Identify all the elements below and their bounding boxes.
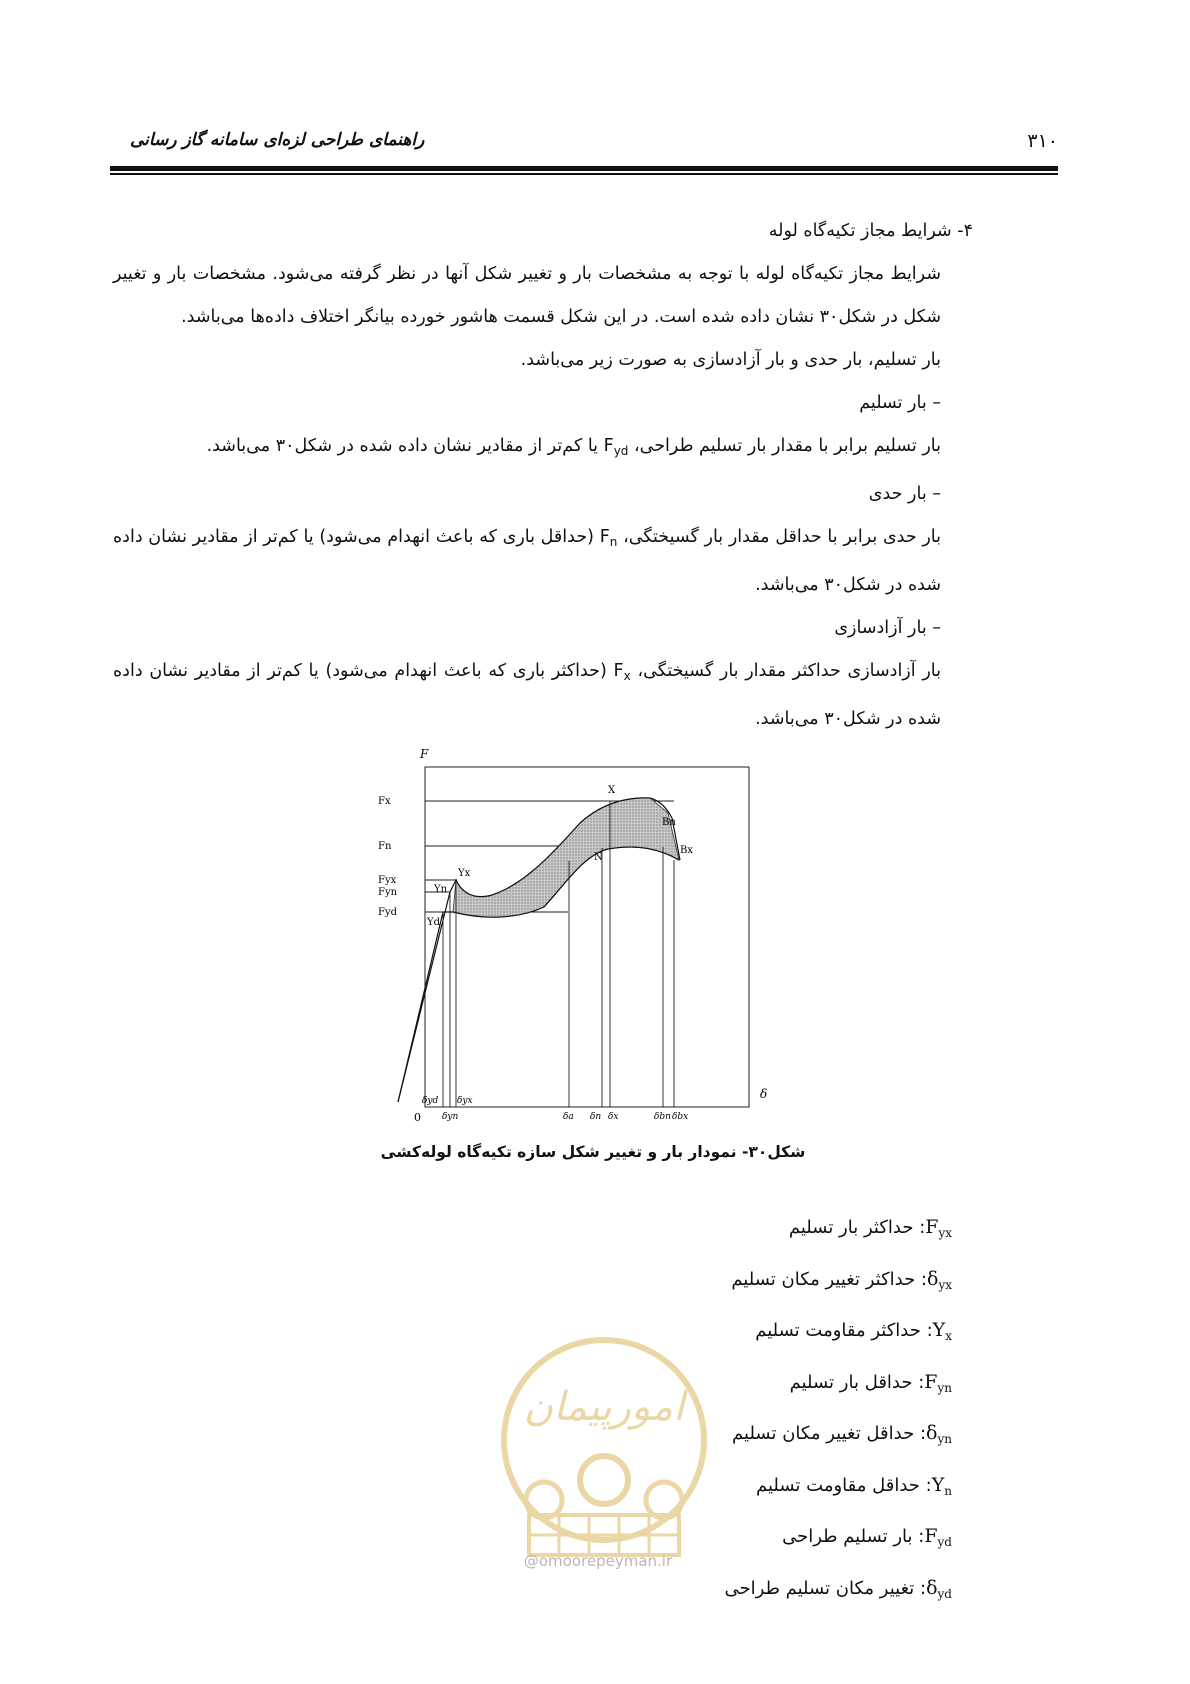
label-delta-x: δx (608, 1112, 619, 1122)
label-delta-yx: δyx (457, 1096, 473, 1106)
symbol-fx: $F_x$ (613, 661, 631, 683)
x-axis-label: δ (760, 1087, 768, 1101)
y-axis-label: F (420, 747, 429, 761)
label-delta-a: δa (563, 1112, 574, 1122)
limit-load-title: – بار حدی (868, 484, 941, 504)
legend-row: $F_{yx}$: حداکثر بار تسلیم (788, 1216, 952, 1240)
label-fyn: Fyn (378, 887, 398, 898)
label-delta-n: δn (590, 1112, 602, 1122)
body-text (113, 210, 973, 741)
label-point-n: N (594, 852, 603, 863)
intro-paragraph: شرایط مجاز تکیه‌گاه لوله با توجه به مشخصات بار و تغییر شکل آنها در نظر گرفته می‌شود. مشخصات بار و تغییر شکل در شکل۳۰ نشان داده شده است. در این شکل قسمت هاشور خورده بیانگر اختلاف داده‌ها می‌باشد. (113, 264, 941, 327)
hatched-difference-region (453, 798, 679, 917)
figure-caption: شکل۳۰- نمودار بار و تغییر شکل سازه تکیه‌گاه لوله‌کشی (380, 1143, 806, 1161)
legend-row: $Y_x$: حداکثر مقاومت تسلیم (755, 1319, 952, 1343)
watermark-logo-text: امورپیمان (523, 1384, 685, 1430)
label-delta-yd: δyd (422, 1096, 439, 1106)
label-fyx: Fyx (378, 875, 397, 886)
symbol-fn: $F_n$ (599, 527, 618, 549)
label-point-yx: Yx (458, 868, 471, 879)
y-axis-labels (378, 796, 398, 918)
legend-row: $Y_n$: حداقل مقاومت تسلیم (755, 1473, 952, 1498)
intro-paragraph-2: بار تسلیم، بار حدی و بار آزادسازی به صورت زیر می‌باشد. (520, 350, 941, 370)
release-load-title: – بار آزادسازی (834, 618, 941, 638)
legend-row: $\delta_{yx}$: حداکثر تغییر مکان تسلیم (731, 1267, 952, 1292)
label-fx: Fx (378, 796, 391, 807)
watermark-url: @omoorepeyman.ir (523, 1552, 673, 1570)
load-deformation-figure (378, 743, 778, 1133)
label-delta-yn: δyn (442, 1112, 459, 1122)
label-point-bx: Bx (680, 845, 693, 856)
header-rule-thin (110, 173, 1058, 175)
legend-row: $F_{yd}$: بار تسلیم طراحی (782, 1525, 952, 1549)
label-delta-bn: δbn (654, 1112, 671, 1122)
origin-label: 0 (414, 1111, 421, 1124)
yield-load-title: – بار تسلیم (859, 393, 941, 413)
label-fyd: Fyd (378, 907, 397, 918)
x-axis-labels (422, 1096, 688, 1122)
release-load-text: بار آزادسازی حداکثر مقدار بار گسیختگی، $F_x$ (حداکثر باری که باعث انهدام می‌شود) یا کم‌تر از مقادیر نشان داده شده در شکل۳۰ می‌باشد. (113, 661, 941, 729)
symbol-fyd: $F_{yd}$ (603, 436, 629, 458)
legend-row: $\delta_{yn}$: حداقل تغییر مکان تسلیم (732, 1422, 952, 1446)
label-point-yd: Yd (427, 917, 441, 928)
yield-load-text: بار تسلیم برابر با مقدار بار تسلیم طراحی، $F_{yd}$ یا کم‌تر از مقادیر نشان داده شده در شکل۳۰ می‌باشد. (206, 436, 941, 458)
legend-row: $F_{yn}$: حداقل بار تسلیم (789, 1370, 952, 1395)
limit-load-text: بار حدی برابر با حداقل مقدار بار گسیختگی، $F_n$ (حداقل باری که باعث انهدام می‌شود) یا کم‌تر از مقادیر نشان داده شده در شکل۳۰ می‌باشد. (113, 527, 941, 595)
page-number: ۳۱۰ (1027, 130, 1058, 152)
running-title: راهنمای طراحی لزه‌ای سامانه گاز رسانی (130, 130, 425, 150)
label-point-bn: Bn (662, 817, 676, 828)
section-heading: ۴- شرایط مجاز تکیه‌گاه لوله (768, 221, 973, 241)
page-header (110, 120, 1058, 160)
label-point-yn: Yn (434, 884, 448, 895)
header-rule-thick (110, 166, 1058, 171)
legend-row: $\delta_{yd}$: تغییر مکان تسلیم طراحی (724, 1576, 952, 1601)
label-point-x: X (608, 785, 616, 796)
label-delta-bx: δbx (672, 1112, 689, 1122)
label-fn: Fn (378, 841, 392, 852)
